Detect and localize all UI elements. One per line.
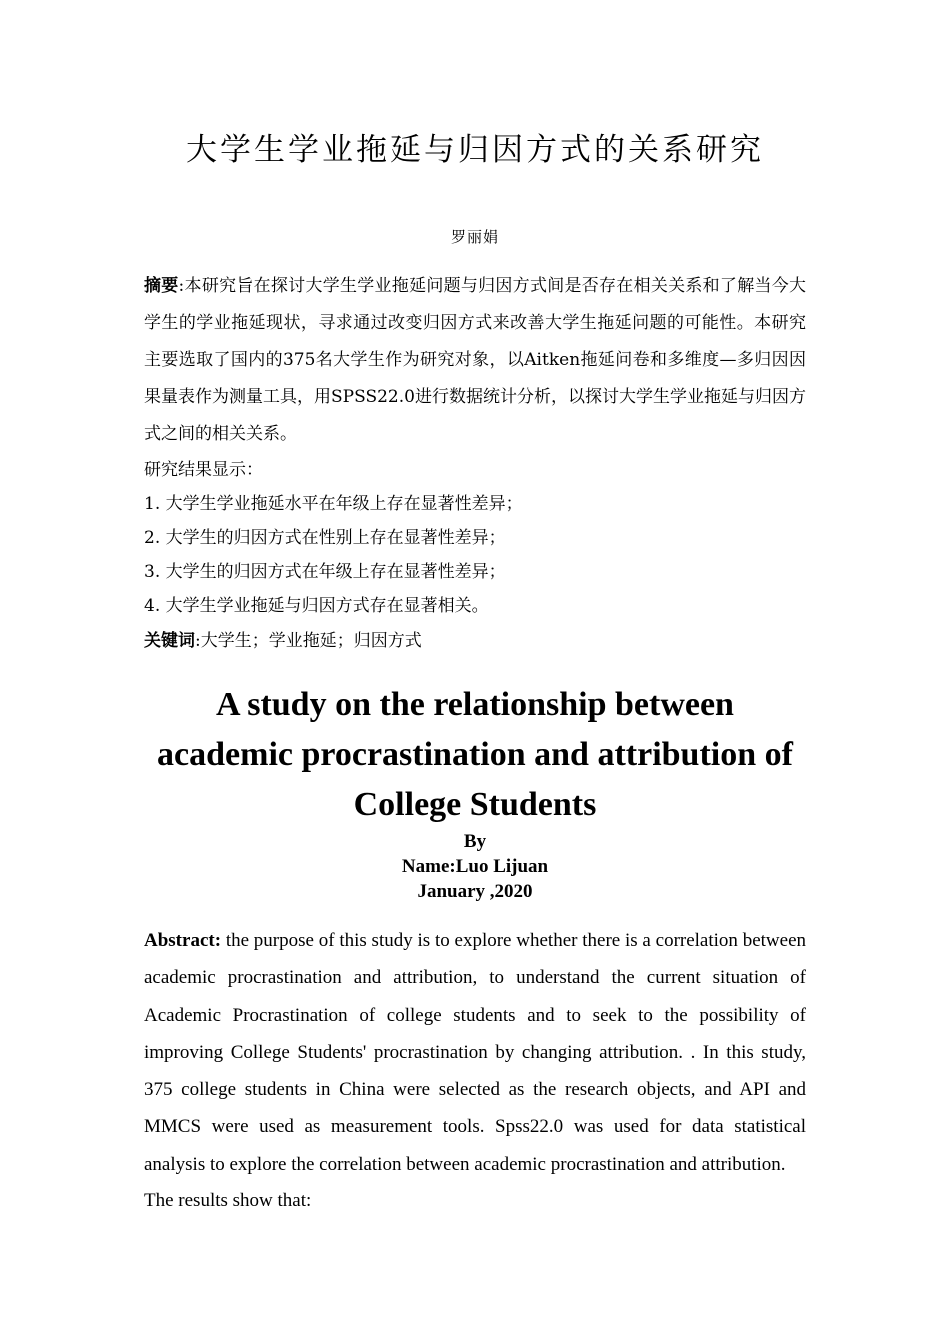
english-by: By [463, 831, 487, 852]
chinese-keywords-text: 大学生；学业拖延；归因方式 [200, 631, 422, 651]
english-results-intro: The results show that: [144, 1190, 312, 1211]
chinese-result-item: 1. 大学生学业拖延水平在年级上存在显著性差异； [144, 494, 523, 514]
chinese-author: 罗丽娟 [450, 228, 499, 246]
chinese-results-heading: 研究结果显示： [144, 460, 263, 480]
english-abstract [144, 922, 806, 1183]
chinese-result-item: 4. 大学生学业拖延与归因方式存在显著相关。 [144, 596, 489, 616]
english-title [144, 680, 806, 830]
chinese-keywords [144, 624, 806, 658]
chinese-result-item: 3. 大学生的归因方式在年级上存在显著性差异； [144, 562, 506, 582]
english-abstract-text: the purpose of this study is to explore whether there is a correlation between academic procrastination and attribution, to understand the current situation of Academic Procrastination of college students and to seek to the possibility of improving College Students' procrastination by changing attribution. . In this study, 375 college students in China were selected as the research objects, and API and MMCS were used as measurement tools. Spss22.0 was used for data statistical analysis to explore the correlation between academic procrastination and attribution. [144, 930, 806, 1175]
chinese-title: 大学生学业拖延与归因方式的关系研究 [186, 132, 764, 168]
english-title-line: academic procrastination and attribution of [157, 736, 793, 773]
chinese-keywords-label: 关键词 [144, 631, 195, 651]
chinese-keywords-separator: : [195, 631, 201, 651]
english-title-line: College Students [353, 786, 597, 823]
chinese-abstract-separator: : [178, 276, 185, 296]
english-abstract-label: Abstract: [144, 930, 222, 951]
english-title-line: A study on the relationship between [216, 686, 734, 723]
english-author-name: Name:Luo Lijuan [401, 856, 549, 877]
chinese-abstract-text: 本研究旨在探讨大学生学业拖延问题与归因方式间是否存在相关关系和了解当今大学生的学业拖延现状，寻求通过改变归因方式来改善大学生拖延问题的可能性。本研究主要选取了国内的375名大学生作为研究对象，以Aitken拖延问卷和多维度—多归因因果量表作为测量工具，用SPSS22.0进行数据统计分析，以探讨大学生学业拖延与归因方式之间的相关关系。 [144, 276, 807, 444]
chinese-result-item: 2. 大学生的归因方式在性别上存在显著性差异； [144, 528, 506, 548]
english-date: January ,2020 [417, 881, 533, 902]
chinese-abstract-label: 摘要 [144, 276, 179, 296]
chinese-abstract [144, 268, 806, 453]
